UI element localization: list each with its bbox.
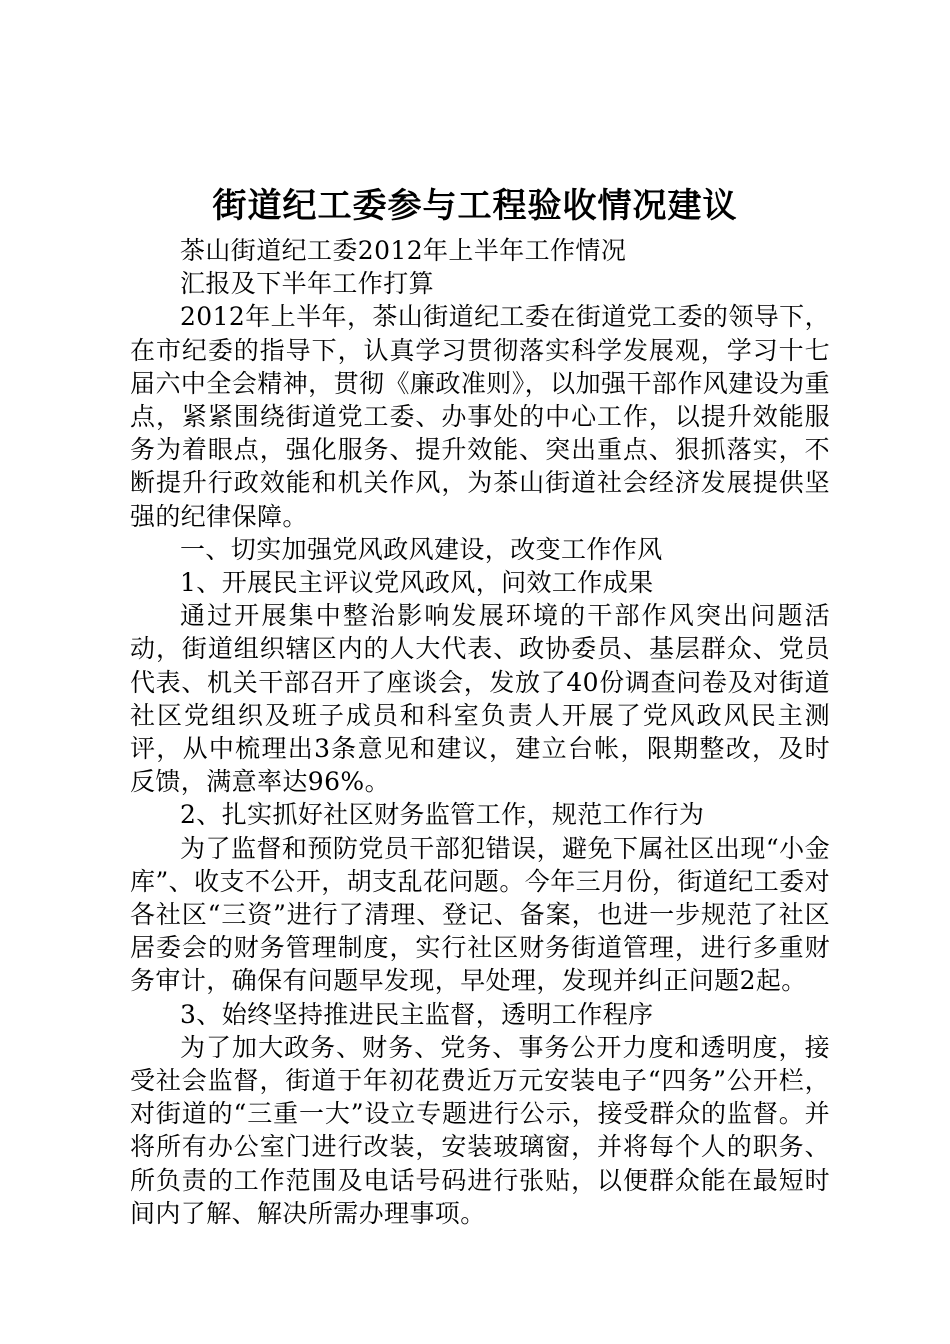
paragraph-subtitle-line-2: 汇报及下半年工作打算: [180, 269, 435, 299]
paragraph-subsection-3: 为了加大政务、财务、党务、事务公开力度和透明度，接受社会监督，街道于年初花费近万元安装电子“四务”公开栏，对街道的“三重一大”设立专题进行公示，接受群众的监督。并将所有办公室门进行改装，安装玻璃窗，并将每个人的职务、所负责的工作范围及电话号码进行张贴，以便群众能在最短时间内了解、解决所需办理事项。: [130, 1032, 830, 1228]
subsection-heading-2: 2、扎实抓好社区财务监管工作，规范工作行为: [180, 800, 705, 830]
paragraph-subtitle-line-1: 茶山街道纪工委2012年上半年工作情况: [180, 236, 627, 265]
section-heading-1: 一、切实加强党风政风建设，改变工作作风: [180, 534, 663, 564]
paragraph-intro: 2012年上半年，茶山街道纪工委在街道党工委的领导下，在市纪委的指导下，认真学习贯彻落实科学发展观，学习十七届六中全会精神，贯彻《廉政准则》，以加强干部作风建设为重点，紧紧围绕街道党工委、办事处的中心工作，以提升效能服务为着眼点，强化服务、提升效能、突出重点、狠抓落实，不断提升行政效能和机关作风，为茶山街道社会经济发展提供坚强的纪律保障。: [130, 302, 830, 531]
subsection-heading-1: 1、开展民主评议党风政风，问效工作成果: [180, 568, 654, 598]
paragraph-subsection-1: 通过开展集中整治影响发展环境的干部作风突出问题活动，街道组织辖区内的人大代表、政协委员、基层群众、党员代表、机关干部召开了座谈会，发放了40份调查问卷及对街道社区党组织及班子成员和科室负责人开展了党风政风民主测评，从中梳理出3条意见和建议，建立台帐，限期整改，及时反馈，满意率达96%。: [130, 601, 830, 797]
subsection-heading-3: 3、始终坚持推进民主监督，透明工作程序: [180, 999, 654, 1029]
paragraph-subsection-2: 为了监督和预防党员干部犯错误，避免下属社区出现“小金库”、收支不公开，胡支乱花问题。今年三月份，街道纪工委对各社区“三资”进行了清理、登记、备案，也进一步规范了社区居委会的财务管理制度，实行社区财务街道管理，进行多重财务审计，确保有问题早发现，早处理，发现并纠正问题2起。: [130, 833, 830, 996]
document-body: [130, 234, 830, 1230]
document-title: 街道纪工委参与工程验收情况建议: [212, 186, 738, 226]
